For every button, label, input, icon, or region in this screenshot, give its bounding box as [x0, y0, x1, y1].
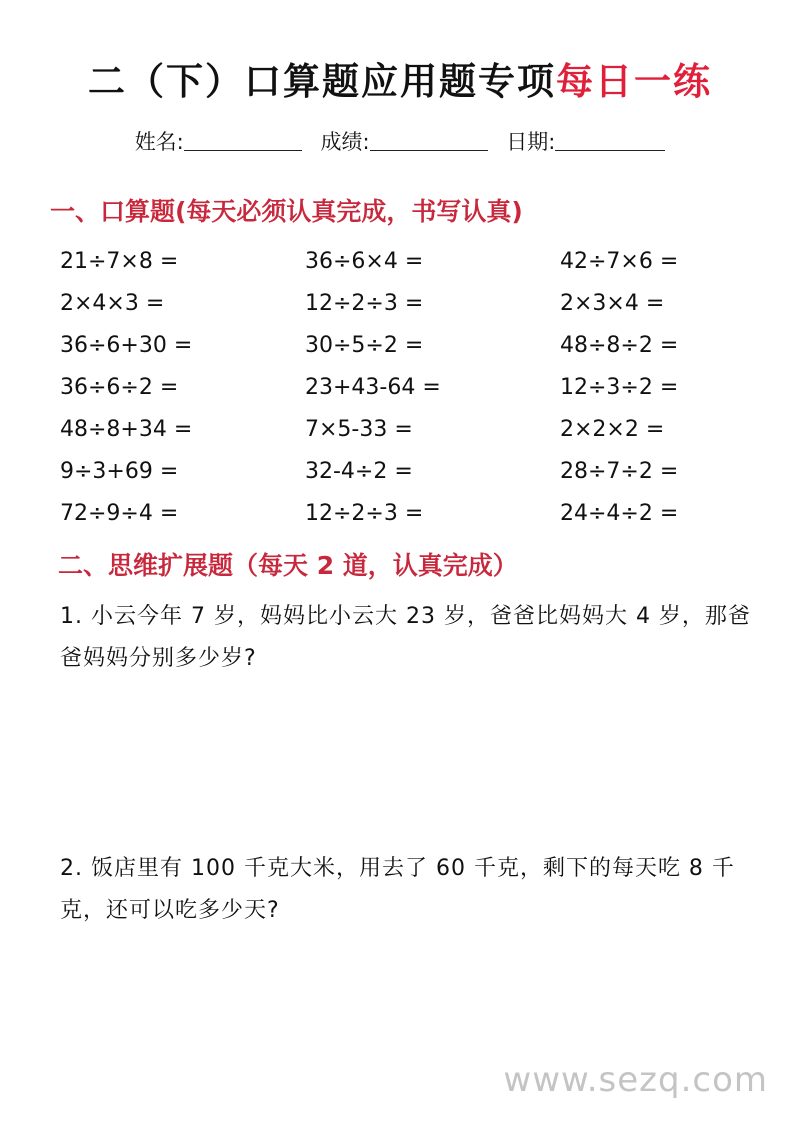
problem-item: 42÷7×6 = — [560, 248, 679, 274]
problem-item: 30÷5÷2 = — [305, 332, 424, 358]
problem-item: 32-4÷2 = — [305, 458, 413, 484]
problem-item: 2×3×4 = — [560, 290, 665, 316]
date-blank-line[interactable] — [555, 126, 665, 151]
problem-row — [60, 324, 760, 366]
score-field[interactable] — [320, 124, 487, 160]
problem-row — [60, 408, 760, 450]
problem-item: 9÷3+69 = — [60, 458, 179, 484]
mental-math-grid — [60, 240, 760, 534]
problem-item: 21÷7×8 = — [60, 248, 179, 274]
problem-item: 12÷2÷3 = — [305, 290, 424, 316]
page-title — [0, 52, 800, 112]
word-problem-1: 1. 小云今年 7 岁，妈妈比小云大 23 岁，爸爸比妈妈大 4 岁，那爸爸妈妈分别多少岁? — [60, 604, 751, 671]
problem-row — [60, 492, 760, 534]
watermark: www.sezq.com — [503, 1060, 768, 1100]
problem-item: 23+43-64 = — [305, 374, 441, 400]
name-field[interactable] — [135, 124, 302, 160]
section-2-heading: 二、思维扩展题（每天 2 道，认真完成） — [58, 551, 518, 580]
problem-row — [60, 366, 760, 408]
problem-item: 2×2×2 = — [560, 416, 665, 442]
section-1-heading: 一、口算题(每天必须认真完成，书写认真) — [50, 197, 523, 226]
title-accent: 每日一练 — [556, 60, 712, 103]
problem-row — [60, 240, 760, 282]
score-label: 成绩: — [320, 130, 370, 154]
problem-item: 36÷6+30 = — [60, 332, 193, 358]
date-field[interactable] — [506, 124, 665, 160]
problem-item: 12÷2÷3 = — [305, 500, 424, 526]
title-main: 二（下）口算题应用题专项 — [88, 60, 556, 103]
date-label: 日期: — [506, 130, 556, 154]
problem-item: 12÷3÷2 = — [560, 374, 679, 400]
problem-item: 36÷6÷2 = — [60, 374, 179, 400]
name-label: 姓名: — [134, 130, 184, 154]
problem-item: 24÷4÷2 = — [560, 500, 679, 526]
problem-item: 2×4×3 = — [60, 290, 165, 316]
problem-item: 48÷8+34 = — [60, 416, 193, 442]
problem-item: 28÷7÷2 = — [560, 458, 679, 484]
name-blank-line[interactable] — [184, 126, 302, 151]
problem-row — [60, 282, 760, 324]
problem-item: 36÷6×4 = — [305, 248, 424, 274]
problem-item: 48÷8÷2 = — [560, 332, 679, 358]
problem-row — [60, 450, 760, 492]
word-problem-2: 2. 饭店里有 100 千克大米，用去了 60 千克，剩下的每天吃 8 千克，还可以吃多少天? — [60, 856, 735, 923]
score-blank-line[interactable] — [370, 126, 488, 151]
problem-item: 7×5-33 = — [305, 416, 413, 442]
problem-item: 72÷9÷4 = — [60, 500, 179, 526]
student-info-row — [0, 124, 800, 160]
